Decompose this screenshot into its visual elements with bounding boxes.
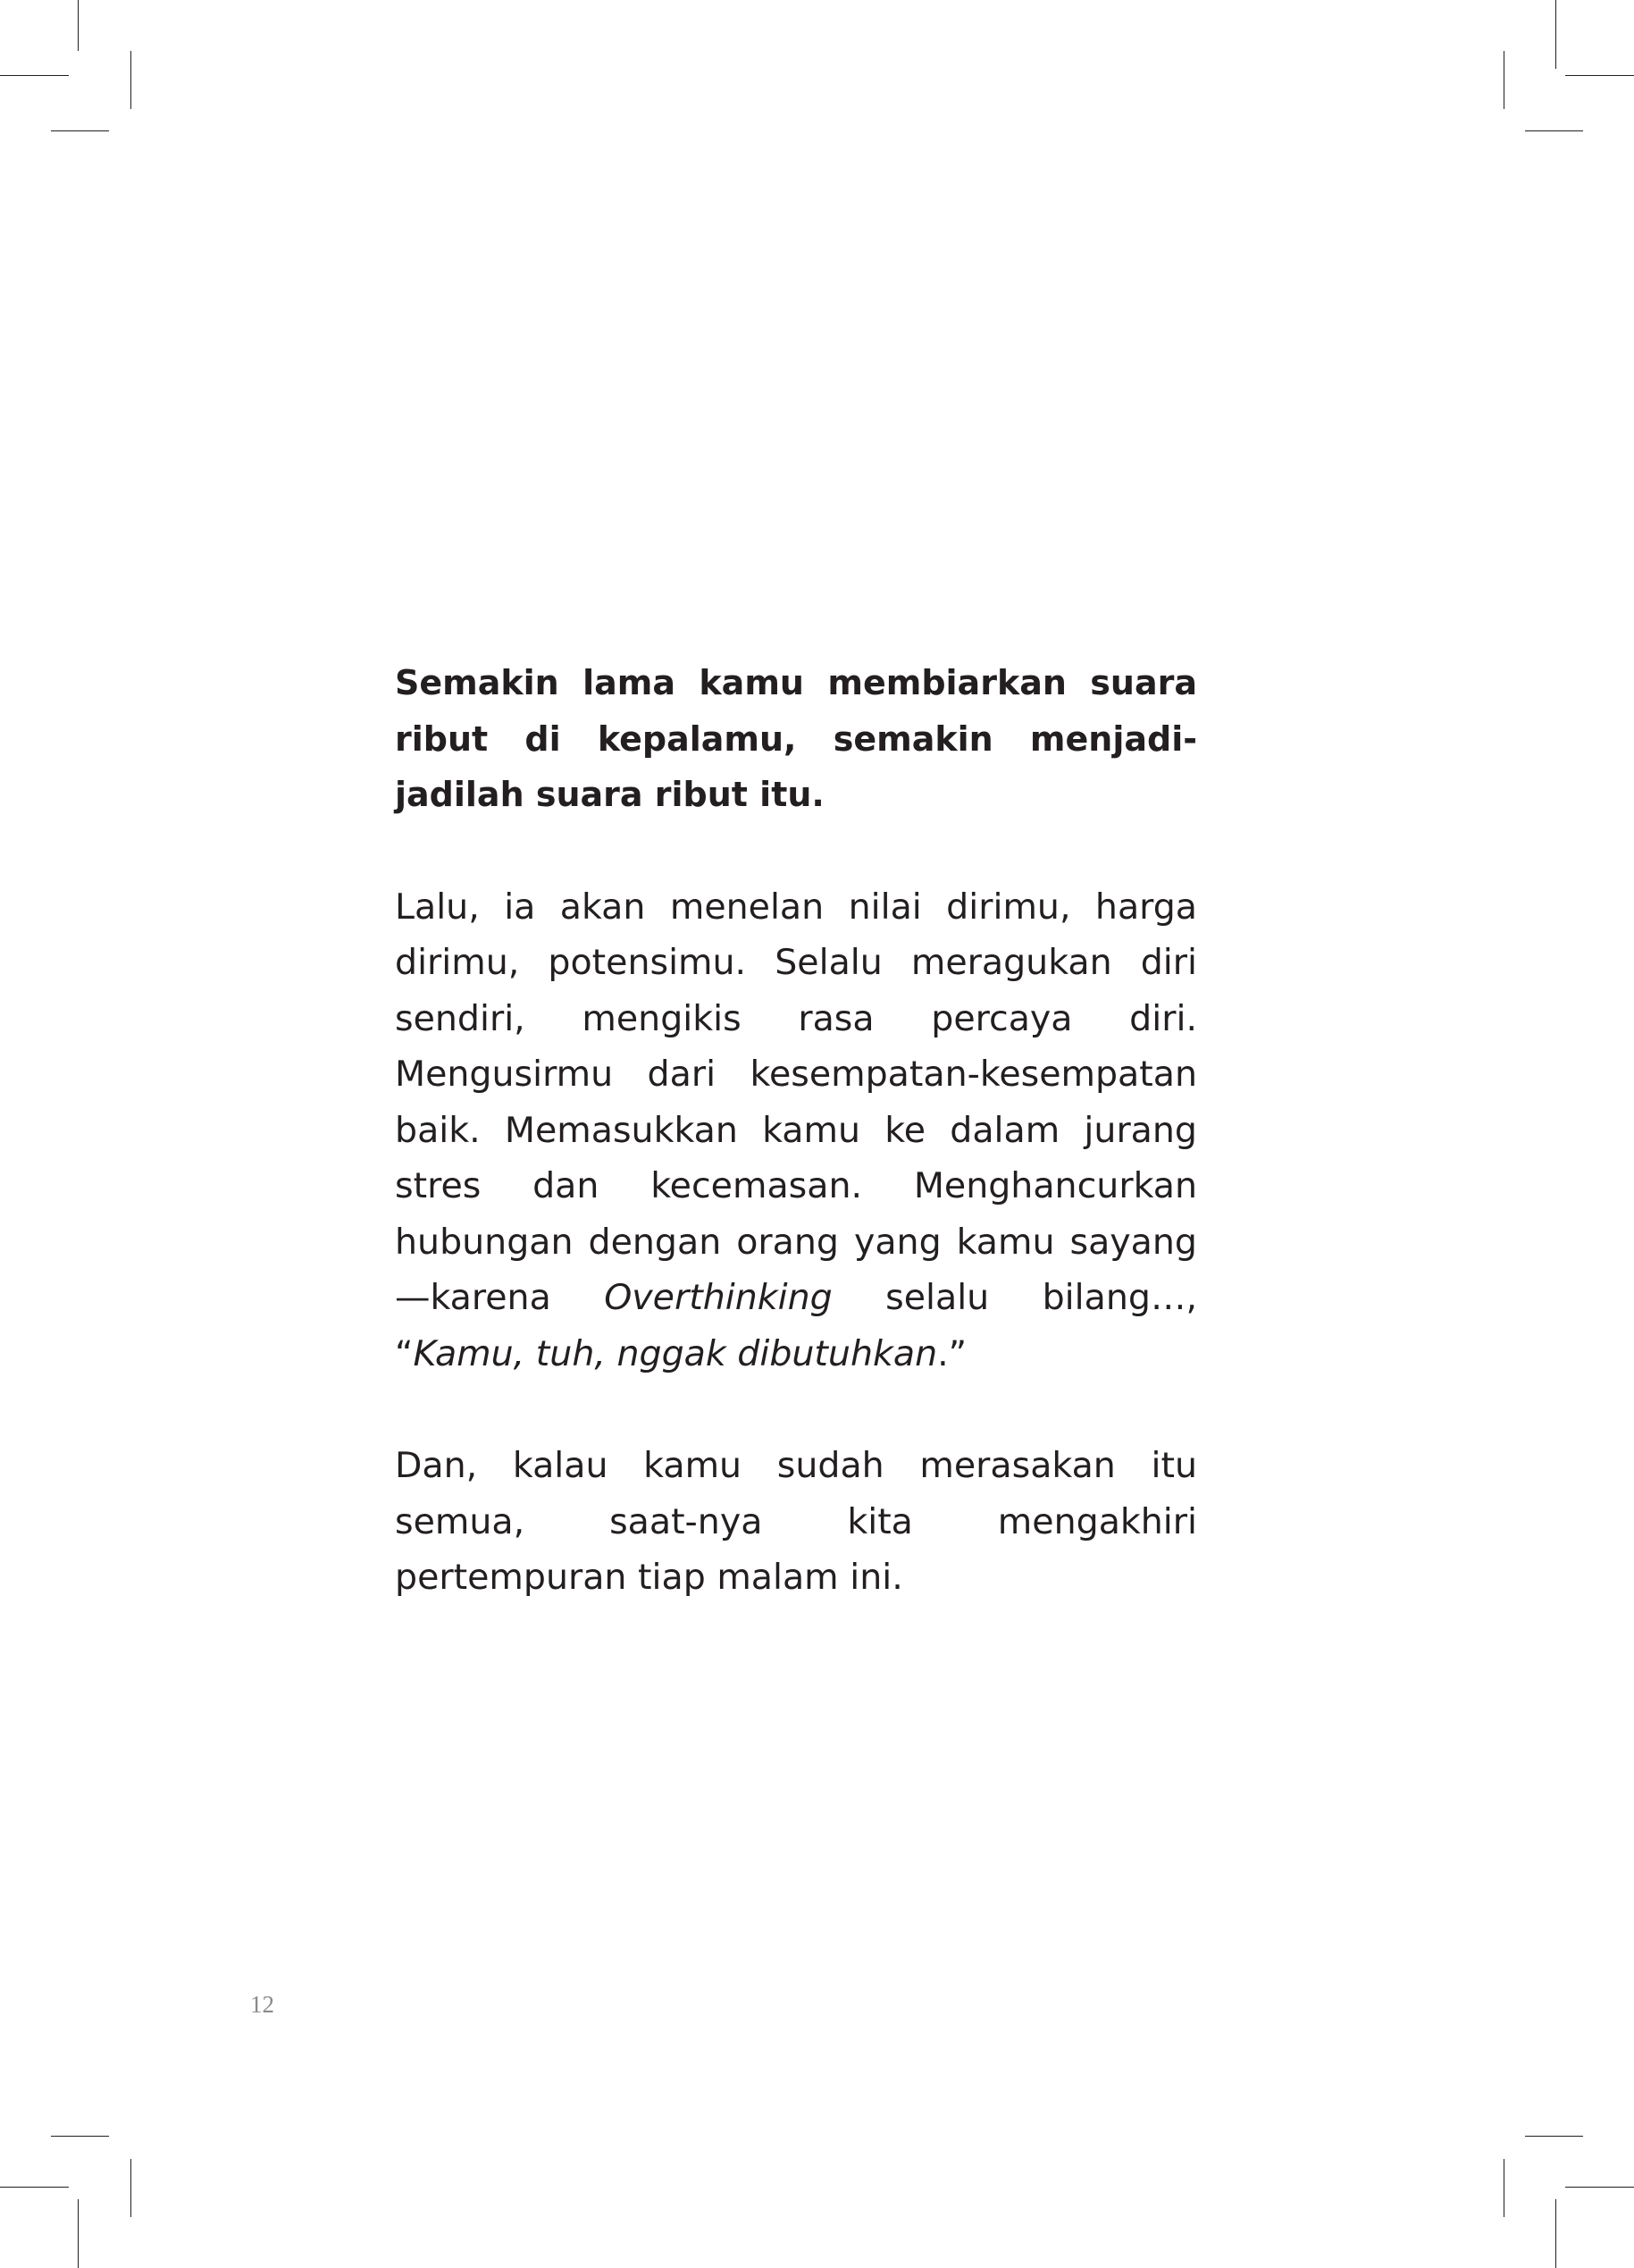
paragraph-text: Lalu, ia akan menelan nilai dirimu, harga dirimu, potensimu. Selalu meragukan diri sendiri, mengikis rasa percaya diri. Mengusirmu dari kesempatan-kesempatan baik. Memasukkan kamu ke dalam jurang stres dan kecemasan. Menghancurkan hubungan dengan orang yang kamu sayang—karena: [395, 886, 1197, 1318]
crop-mark: [1565, 2187, 1634, 2188]
crop-mark: [1555, 2199, 1556, 2268]
paragraph-text: .”: [937, 1332, 968, 1374]
page-number: 12: [250, 1991, 274, 2018]
crop-mark: [1555, 0, 1556, 69]
crop-mark: [1525, 2136, 1583, 2137]
crop-mark: [51, 2136, 109, 2137]
crop-mark: [0, 2187, 69, 2188]
crop-mark: [78, 0, 79, 51]
body-text: [395, 655, 1197, 1606]
lead-paragraph: Semakin lama kamu membiarkan suara ribut di kepalamu, semakin menjadi-jadilah suara ribut itu.: [395, 663, 1197, 814]
crop-mark: [51, 130, 109, 131]
crop-mark: [0, 75, 69, 76]
crop-mark: [78, 2199, 79, 2268]
crop-mark: [130, 2159, 131, 2217]
closing-paragraph: Dan, kalau kamu sudah merasakan itu semua, saat-nya kita mengakhiri pertempuran tiap malam ini.: [395, 1445, 1197, 1598]
crop-mark: [130, 51, 131, 109]
crop-mark: [1565, 75, 1634, 76]
italic-term: Overthinking: [604, 1277, 833, 1318]
paragraph-text: selalu bilang…, “: [395, 1277, 1197, 1374]
italic-quote: Kamu, tuh, nggak dibutuhkan: [413, 1332, 938, 1374]
crop-mark: [1525, 130, 1583, 131]
body-paragraph: [395, 879, 1197, 1382]
